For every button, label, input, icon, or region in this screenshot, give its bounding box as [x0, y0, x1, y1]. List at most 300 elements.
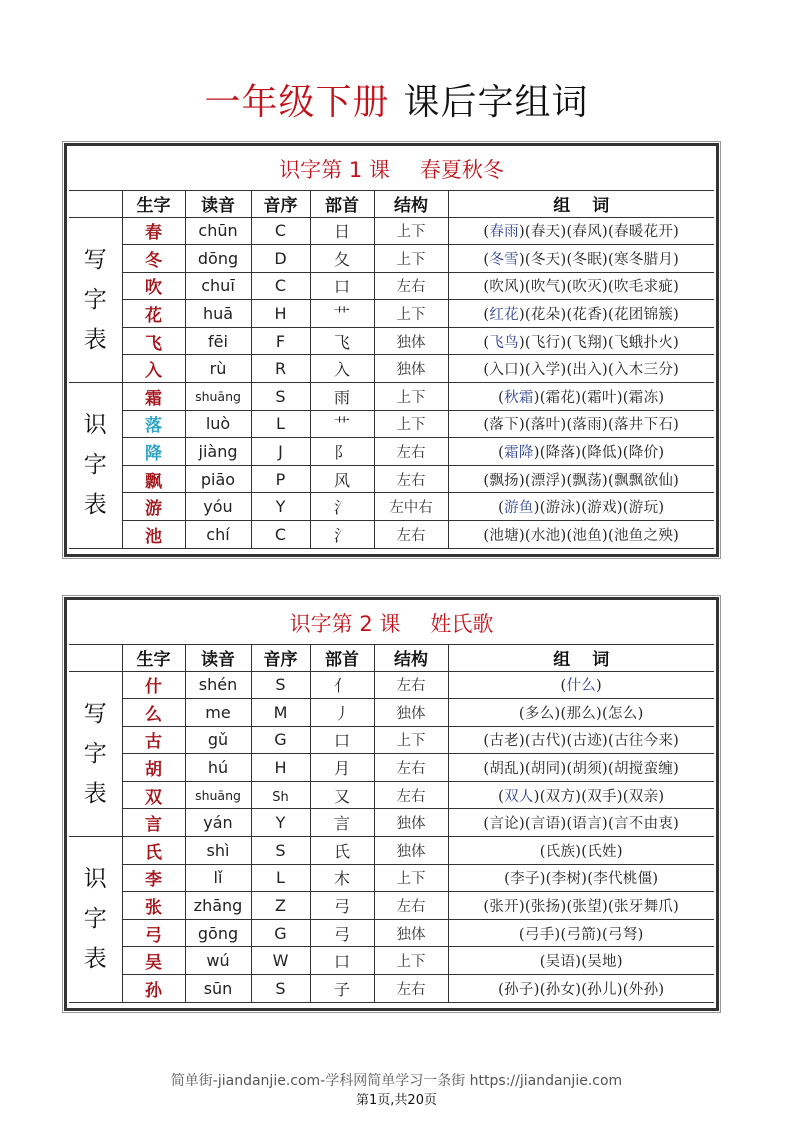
word: 古迹 — [572, 733, 603, 750]
word: 胡搅蛮缠 — [613, 761, 674, 778]
cell-words: (氏族)(氏姓) — [448, 837, 714, 865]
group-label-char: 表 — [83, 946, 107, 973]
word: 寒冬腊月 — [613, 251, 674, 268]
word: 古往今来 — [613, 733, 674, 750]
cell-radical: 又 — [310, 781, 374, 809]
group-label-char: 字 — [83, 906, 107, 933]
group-label-char: 表 — [83, 780, 107, 807]
cell-pinyin: chūn — [185, 217, 251, 245]
word: 那么 — [566, 705, 597, 722]
cell-words: (李子)(李树)(李代桃僵) — [448, 864, 714, 892]
word: 降落 — [545, 445, 576, 462]
cell-words: (言论)(言语)(语言)(言不由衷) — [448, 809, 714, 837]
table-row — [69, 355, 714, 383]
cell-order: C — [251, 521, 310, 549]
cell-order: C — [251, 217, 310, 245]
cell-order: R — [251, 355, 310, 383]
cell-char: 么 — [122, 699, 185, 727]
header-words: 组词 — [448, 190, 714, 217]
cell-char: 春 — [122, 217, 185, 245]
cell-structure: 左右 — [374, 754, 448, 782]
cell-char: 霜 — [122, 383, 185, 411]
table-row — [69, 781, 714, 809]
cell-structure: 上下 — [374, 864, 448, 892]
header-char: 生字 — [122, 190, 185, 217]
cell-words: (吴语)(吴地) — [448, 947, 714, 975]
cell-char: 什 — [122, 671, 185, 699]
word: 孙子 — [504, 981, 534, 998]
cell-structure: 左中右 — [374, 493, 448, 521]
word: 花团锦簇 — [613, 307, 674, 324]
cell-char: 降 — [122, 438, 185, 466]
table-row — [69, 892, 714, 920]
word: 入木三分 — [613, 362, 674, 379]
cell-char: 张 — [122, 892, 185, 920]
table-row — [69, 465, 714, 493]
lesson-title — [69, 148, 714, 190]
word: 落叶 — [530, 417, 561, 434]
header-char: 生字 — [122, 644, 185, 671]
word: 外孙 — [628, 981, 659, 998]
word: 怎么 — [607, 705, 638, 722]
cell-radical: 夂 — [310, 245, 374, 273]
cell-structure: 左右 — [374, 975, 448, 1003]
word: 氏族 — [545, 843, 576, 860]
table-row — [69, 919, 714, 947]
word: 落井下石 — [613, 417, 674, 434]
cell-pinyin: dōng — [185, 245, 251, 273]
word: 霜冻 — [628, 389, 659, 406]
table-row — [69, 671, 714, 699]
cell-pinyin: luò — [185, 410, 251, 438]
cell-pinyin: zhāng — [185, 892, 251, 920]
word: 入学 — [530, 362, 561, 379]
cell-words: (春雨)(春天)(春风)(春暖花开) — [448, 217, 714, 245]
cell-order: G — [251, 919, 310, 947]
cell-radical: 月 — [310, 754, 374, 782]
cell-pinyin: huā — [185, 300, 251, 328]
cell-radical: 言 — [310, 809, 374, 837]
word: 飞蛾扑火 — [613, 334, 674, 351]
cell-radical: 氏 — [310, 837, 374, 865]
word: 游玩 — [628, 500, 659, 517]
cell-structure: 独体 — [374, 355, 448, 383]
word: 胡须 — [572, 761, 603, 778]
header-pinyin: 读音 — [185, 190, 251, 217]
table-row — [69, 327, 714, 355]
cell-words: (什么) — [448, 671, 714, 699]
cell-words: (孙子)(孙女)(孙儿)(外孙) — [448, 975, 714, 1003]
cell-radical: 日 — [310, 217, 374, 245]
word: 弓箭 — [566, 926, 597, 943]
cell-pinyin: sūn — [185, 975, 251, 1003]
group-label-write — [69, 671, 122, 837]
cell-order: P — [251, 465, 310, 493]
cell-order: C — [251, 272, 310, 300]
word: 孙儿 — [587, 981, 617, 998]
group-label-recognize — [69, 383, 122, 549]
cell-pinyin: yóu — [185, 493, 251, 521]
cell-char: 飞 — [122, 327, 185, 355]
cell-order: G — [251, 726, 310, 754]
header-radical: 部首 — [310, 644, 374, 671]
cell-structure: 上下 — [374, 947, 448, 975]
cell-words: (多么)(那么)(怎么) — [448, 699, 714, 727]
word: 春雨 — [489, 224, 519, 241]
header-words: 组词 — [448, 644, 714, 671]
cell-structure: 独体 — [374, 809, 448, 837]
cell-words: (游鱼)(游泳)(游戏)(游玩) — [448, 493, 714, 521]
word: 双手 — [587, 788, 617, 805]
word: 张扬 — [530, 899, 561, 916]
cell-order: J — [251, 438, 310, 466]
word: 什么 — [566, 678, 597, 695]
word: 霜降 — [504, 445, 534, 462]
table-row — [69, 699, 714, 727]
word: 飘飘欲仙 — [613, 472, 674, 489]
table-row — [69, 300, 714, 328]
word: 出入 — [572, 362, 603, 379]
table-row — [69, 837, 714, 865]
cell-order: S — [251, 383, 310, 411]
cell-char: 古 — [122, 726, 185, 754]
cell-structure: 独体 — [374, 699, 448, 727]
cell-structure: 上下 — [374, 217, 448, 245]
word: 双亲 — [628, 788, 659, 805]
word: 霜花 — [545, 389, 576, 406]
word: 古老 — [489, 733, 519, 750]
cell-order: H — [251, 754, 310, 782]
header-blank — [69, 190, 122, 217]
word: 游泳 — [545, 500, 576, 517]
cell-words: (弓手)(弓箭)(弓弩) — [448, 919, 714, 947]
column-header-row — [69, 190, 714, 217]
cell-words: (落下)(落叶)(落雨)(落井下石) — [448, 410, 714, 438]
cell-structure: 上下 — [374, 300, 448, 328]
header-blank — [69, 644, 122, 671]
cell-words: (入口)(入学)(出入)(入木三分) — [448, 355, 714, 383]
header-structure: 结构 — [374, 644, 448, 671]
table-row — [69, 754, 714, 782]
word: 多么 — [524, 705, 555, 722]
cell-pinyin: gōng — [185, 919, 251, 947]
cell-radical: 阝 — [310, 438, 374, 466]
cell-pinyin: jiàng — [185, 438, 251, 466]
table-row — [69, 809, 714, 837]
word: 游鱼 — [504, 500, 534, 517]
cell-words: (秋霜)(霜花)(霜叶)(霜冻) — [448, 383, 714, 411]
cell-pinyin: shén — [185, 671, 251, 699]
word: 游戏 — [587, 500, 617, 517]
header-structure: 结构 — [374, 190, 448, 217]
word: 吹风 — [489, 279, 519, 296]
word: 降价 — [628, 445, 659, 462]
lesson-table-1 — [64, 143, 719, 557]
table-row — [69, 410, 714, 438]
group-label-char: 表 — [83, 326, 107, 353]
word: 池鱼之殃 — [613, 527, 674, 544]
word: 花香 — [572, 307, 603, 324]
word: 冬雪 — [489, 251, 519, 268]
cell-structure: 左右 — [374, 892, 448, 920]
cell-radical: 风 — [310, 465, 374, 493]
cell-pinyin: wú — [185, 947, 251, 975]
cell-char: 飘 — [122, 465, 185, 493]
word: 语言 — [572, 816, 603, 833]
cell-words: (霜降)(降落)(降低)(降价) — [448, 438, 714, 466]
word: 吴语 — [545, 954, 576, 971]
word: 落雨 — [572, 417, 603, 434]
footer-page-number: 第1页,共20页 — [356, 1093, 437, 1108]
cell-radical: 亻 — [310, 671, 374, 699]
cell-char: 吹 — [122, 272, 185, 300]
word: 古代 — [530, 733, 561, 750]
cell-char: 入 — [122, 355, 185, 383]
word: 降低 — [587, 445, 617, 462]
cell-radical: 弓 — [310, 892, 374, 920]
word: 张开 — [489, 899, 519, 916]
table-row — [69, 383, 714, 411]
word: 言语 — [530, 816, 561, 833]
lesson-title-row — [69, 602, 714, 644]
table-row — [69, 245, 714, 273]
cell-order: Sh — [251, 781, 310, 809]
word: 弓弩 — [607, 926, 638, 943]
word: 双方 — [545, 788, 576, 805]
cell-radical: 弓 — [310, 919, 374, 947]
cell-structure: 左右 — [374, 671, 448, 699]
cell-order: S — [251, 671, 310, 699]
vocabulary-table — [69, 148, 714, 549]
cell-pinyin: chí — [185, 521, 251, 549]
cell-structure: 独体 — [374, 919, 448, 947]
cell-radical: 口 — [310, 947, 374, 975]
cell-radical: 口 — [310, 726, 374, 754]
cell-words: (双人)(双方)(双手)(双亲) — [448, 781, 714, 809]
word: 落下 — [489, 417, 519, 434]
word: 张望 — [572, 899, 603, 916]
word: 红花 — [489, 307, 519, 324]
cell-words: (吹风)(吹气)(吹灭)(吹毛求疵) — [448, 272, 714, 300]
cell-pinyin: hú — [185, 754, 251, 782]
group-label-write — [69, 217, 122, 383]
cell-char: 花 — [122, 300, 185, 328]
table-row — [69, 975, 714, 1003]
cell-radical: 子 — [310, 975, 374, 1003]
cell-order: W — [251, 947, 310, 975]
cell-radical: 飞 — [310, 327, 374, 355]
word: 飘扬 — [489, 472, 519, 489]
word: 春风 — [572, 224, 603, 241]
word: 池鱼 — [572, 527, 603, 544]
cell-char: 落 — [122, 410, 185, 438]
cell-structure: 独体 — [374, 327, 448, 355]
header-pinyin: 读音 — [185, 644, 251, 671]
lesson-title-row — [69, 148, 714, 190]
cell-structure: 左右 — [374, 438, 448, 466]
cell-structure: 上下 — [374, 383, 448, 411]
cell-char: 李 — [122, 864, 185, 892]
word: 飞鸟 — [489, 334, 519, 351]
word: 吴地 — [587, 954, 617, 971]
cell-char: 弓 — [122, 919, 185, 947]
cell-words: (冬雪)(冬天)(冬眠)(寒冬腊月) — [448, 245, 714, 273]
lesson-title — [69, 602, 714, 644]
word: 飞行 — [530, 334, 561, 351]
table-row — [69, 947, 714, 975]
page-title-grade: 一年级下册 — [204, 82, 390, 123]
cell-structure: 左右 — [374, 272, 448, 300]
cell-char: 孙 — [122, 975, 185, 1003]
cell-radical: 艹 — [310, 300, 374, 328]
group-label-char: 识 — [83, 866, 107, 893]
cell-pinyin: shì — [185, 837, 251, 865]
cell-structure: 左右 — [374, 465, 448, 493]
column-header-row — [69, 644, 714, 671]
word: 花朵 — [530, 307, 561, 324]
group-label-char: 字 — [83, 740, 107, 767]
cell-radical: 氵 — [310, 493, 374, 521]
word: 李树 — [551, 871, 582, 888]
cell-char: 冬 — [122, 245, 185, 273]
cell-structure: 上下 — [374, 245, 448, 273]
word: 弓手 — [524, 926, 555, 943]
word: 吹灭 — [572, 279, 603, 296]
cell-pinyin: fēi — [185, 327, 251, 355]
cell-radical: 氵 — [310, 521, 374, 549]
word: 吹毛求疵 — [613, 279, 674, 296]
cell-pinyin: shuāng — [185, 383, 251, 411]
group-label-char: 字 — [83, 452, 107, 479]
cell-char: 胡 — [122, 754, 185, 782]
word: 冬天 — [530, 251, 561, 268]
cell-char: 游 — [122, 493, 185, 521]
lesson-subtitle: 姓氏歌 — [430, 611, 494, 636]
table-row — [69, 726, 714, 754]
word: 春暖花开 — [613, 224, 674, 241]
lesson-table-2 — [64, 597, 719, 1011]
word: 孙女 — [545, 981, 576, 998]
cell-pinyin: shuāng — [185, 781, 251, 809]
word: 李子 — [510, 871, 540, 888]
cell-order: L — [251, 410, 310, 438]
word: 胡乱 — [489, 761, 519, 778]
group-label-char: 写 — [83, 246, 107, 273]
cell-char: 池 — [122, 521, 185, 549]
cell-words: (飘扬)(漂浮)(飘荡)(飘飘欲仙) — [448, 465, 714, 493]
group-label-recognize — [69, 837, 122, 1003]
table-row — [69, 272, 714, 300]
cell-radical: 口 — [310, 272, 374, 300]
cell-words: (池塘)(水池)(池鱼)(池鱼之殃) — [448, 521, 714, 549]
cell-order: D — [251, 245, 310, 273]
header-radical: 部首 — [310, 190, 374, 217]
lesson-name: 识字第 2 课 — [289, 611, 401, 636]
word: 漂浮 — [530, 472, 561, 489]
header-order: 音序 — [251, 644, 310, 671]
lesson-name: 识字第 1 课 — [279, 157, 390, 182]
word: 水池 — [530, 527, 561, 544]
cell-pinyin: me — [185, 699, 251, 727]
lesson-subtitle: 春夏秋冬 — [419, 157, 504, 182]
cell-radical: 雨 — [310, 383, 374, 411]
word: 双人 — [504, 788, 534, 805]
cell-order: M — [251, 699, 310, 727]
cell-structure: 左右 — [374, 781, 448, 809]
group-label-char: 识 — [83, 412, 107, 439]
cell-order: Y — [251, 493, 310, 521]
cell-radical: 丿 — [310, 699, 374, 727]
header-order: 音序 — [251, 190, 310, 217]
cell-words: (胡乱)(胡同)(胡须)(胡搅蛮缠) — [448, 754, 714, 782]
cell-pinyin: lǐ — [185, 864, 251, 892]
word: 言论 — [489, 816, 519, 833]
cell-words: (飞鸟)(飞行)(飞翔)(飞蛾扑火) — [448, 327, 714, 355]
table-row — [69, 217, 714, 245]
cell-structure: 独体 — [374, 837, 448, 865]
cell-char: 氏 — [122, 837, 185, 865]
word: 言不由衷 — [613, 816, 674, 833]
table-row — [69, 493, 714, 521]
cell-order: S — [251, 975, 310, 1003]
cell-char: 吴 — [122, 947, 185, 975]
cell-pinyin: yán — [185, 809, 251, 837]
cell-words: (红花)(花朵)(花香)(花团锦簇) — [448, 300, 714, 328]
word: 李代桃僵 — [593, 871, 653, 888]
cell-order: Y — [251, 809, 310, 837]
cell-structure: 上下 — [374, 726, 448, 754]
word: 霜叶 — [587, 389, 617, 406]
cell-radical: 入 — [310, 355, 374, 383]
vocabulary-table — [69, 602, 714, 1003]
cell-structure: 左右 — [374, 521, 448, 549]
word: 秋霜 — [504, 389, 534, 406]
word: 飘荡 — [572, 472, 603, 489]
cell-order: S — [251, 837, 310, 865]
word: 冬眠 — [572, 251, 603, 268]
table-row — [69, 521, 714, 549]
cell-char: 双 — [122, 781, 185, 809]
cell-radical: 艹 — [310, 410, 374, 438]
cell-order: H — [251, 300, 310, 328]
cell-order: Z — [251, 892, 310, 920]
cell-pinyin: chuī — [185, 272, 251, 300]
word: 入口 — [489, 362, 519, 379]
cell-order: L — [251, 864, 310, 892]
cell-words: (张开)(张扬)(张望)(张牙舞爪) — [448, 892, 714, 920]
group-label-char: 写 — [83, 700, 107, 727]
cell-pinyin: gǔ — [185, 726, 251, 754]
table-row — [69, 438, 714, 466]
cell-words: (古老)(古代)(古迹)(古往今来) — [448, 726, 714, 754]
cell-pinyin: piāo — [185, 465, 251, 493]
cell-pinyin: rù — [185, 355, 251, 383]
group-label-char: 表 — [83, 492, 107, 519]
footer-source: 简单街-jiandanjie.com-学科网简单学习一条街 https://jiandanjie.com — [170, 1073, 623, 1089]
cell-order: F — [251, 327, 310, 355]
word: 氏姓 — [587, 843, 617, 860]
word: 池塘 — [489, 527, 519, 544]
word: 张牙舞爪 — [613, 899, 674, 916]
cell-structure: 上下 — [374, 410, 448, 438]
word: 春天 — [530, 224, 561, 241]
word: 吹气 — [530, 279, 561, 296]
cell-char: 言 — [122, 809, 185, 837]
table-row — [69, 864, 714, 892]
cell-radical: 木 — [310, 864, 374, 892]
group-label-char: 字 — [83, 286, 107, 313]
word: 飞翔 — [572, 334, 603, 351]
